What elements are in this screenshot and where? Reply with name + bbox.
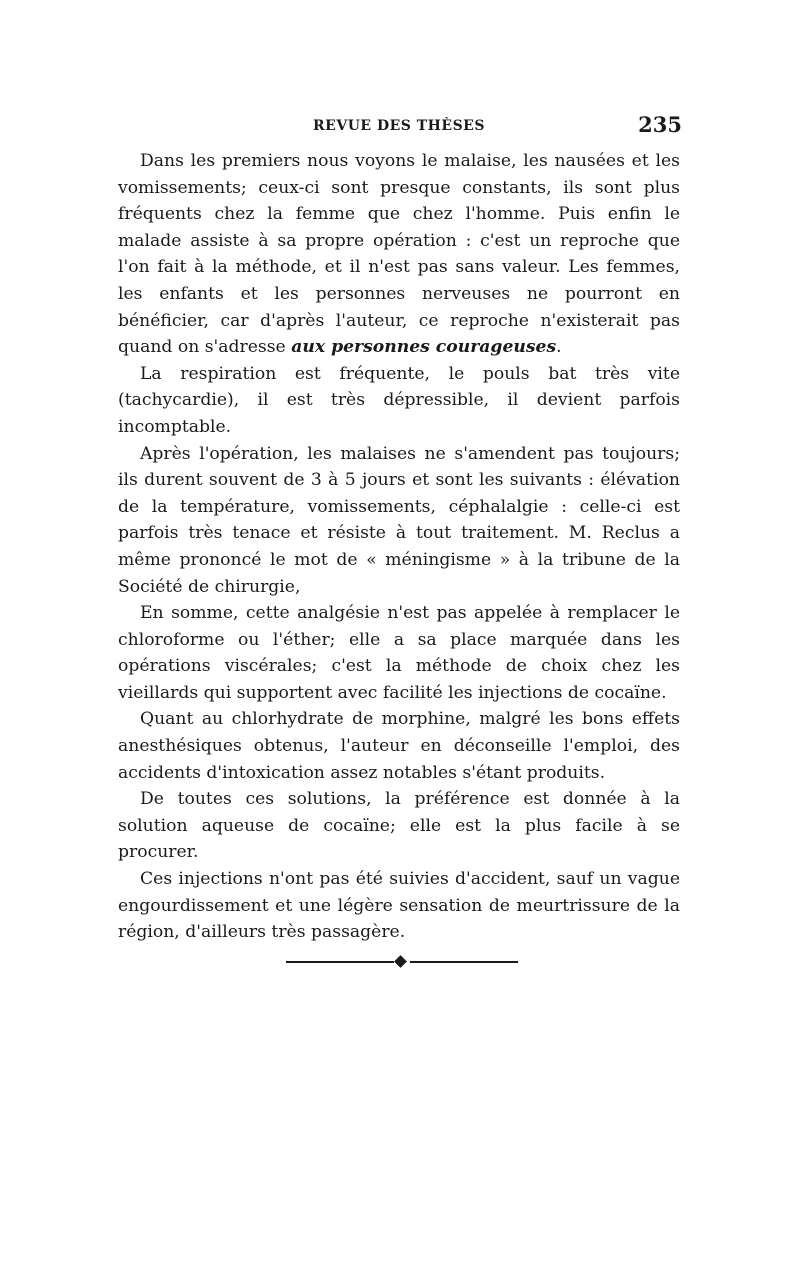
emphasis-text: aux personnes courageuses xyxy=(291,337,557,358)
paragraph: De toutes ces solutions, la préférence est donnée à la solution aqueuse de cocaïne; elle est la plus facile à se procurer. xyxy=(118,789,680,863)
page-number: 235 xyxy=(638,112,682,137)
paragraph: Après l'opération, les malaises ne s'amendent pas toujours; ils durent souvent de 3 à 5 jours et sont les suivants : élévation de la température, vomissements, céphalalgie : celle-ci est parfois très tenace et résiste à tout traitement. M. Reclus a même prononcé le mot de « méningisme » à la tribune de la Société de chirurgie, xyxy=(118,443,680,597)
paragraph-text-end: . xyxy=(556,337,562,358)
ornament-rule-right xyxy=(410,961,518,963)
page-header xyxy=(118,108,680,148)
paragraph: Ces injections n'ont pas été suivies d'accident, sauf un vague engourdissement et une légère sensation de meurtrissure de la région, d'ailleurs très passagère. xyxy=(118,869,680,943)
paragraph-text: Dans les premiers nous voyons le malaise, les nausées et les vomissements; ceux-ci sont presque constants, ils sont plus fréquents chez la femme que chez l'homme. Puis enfin le malade assiste à sa propre opération : c'est un reproche que l'on fait à la méthode, et il n'est pas sans valeur. Les femmes, les enfants et les personnes nerveuses ne pourront en bénéficier, car d'après l'auteur, ce reproche n'existerait pas quand on s'adresse xyxy=(118,151,680,358)
body-text xyxy=(118,148,680,946)
paragraph: Quant au chlorhydrate de morphine, malgré les bons effets anesthésiques obtenus, l'auteur en déconseille l'emploi, des accidents d'intoxication assez notables s'étant produits. xyxy=(118,709,680,783)
paragraph: La respiration est fréquente, le pouls bat très vite (tachycardie), il est très dépressible, il devient parfois incomptable. xyxy=(118,363,680,437)
diamond-icon xyxy=(394,955,407,968)
ornament-rule-left xyxy=(286,961,394,963)
end-ornament xyxy=(286,956,518,968)
running-title: REVUE DES THÈSES xyxy=(313,118,485,134)
paragraph: En somme, cette analgésie n'est pas appelée à remplacer le chloroforme ou l'éther; elle a sa place marquée dans les opérations viscérales; c'est la méthode de choix chez les vieillards qui supportent avec facilité les injections de cocaïne. xyxy=(118,603,680,703)
paragraph xyxy=(118,148,680,361)
page xyxy=(118,108,680,946)
